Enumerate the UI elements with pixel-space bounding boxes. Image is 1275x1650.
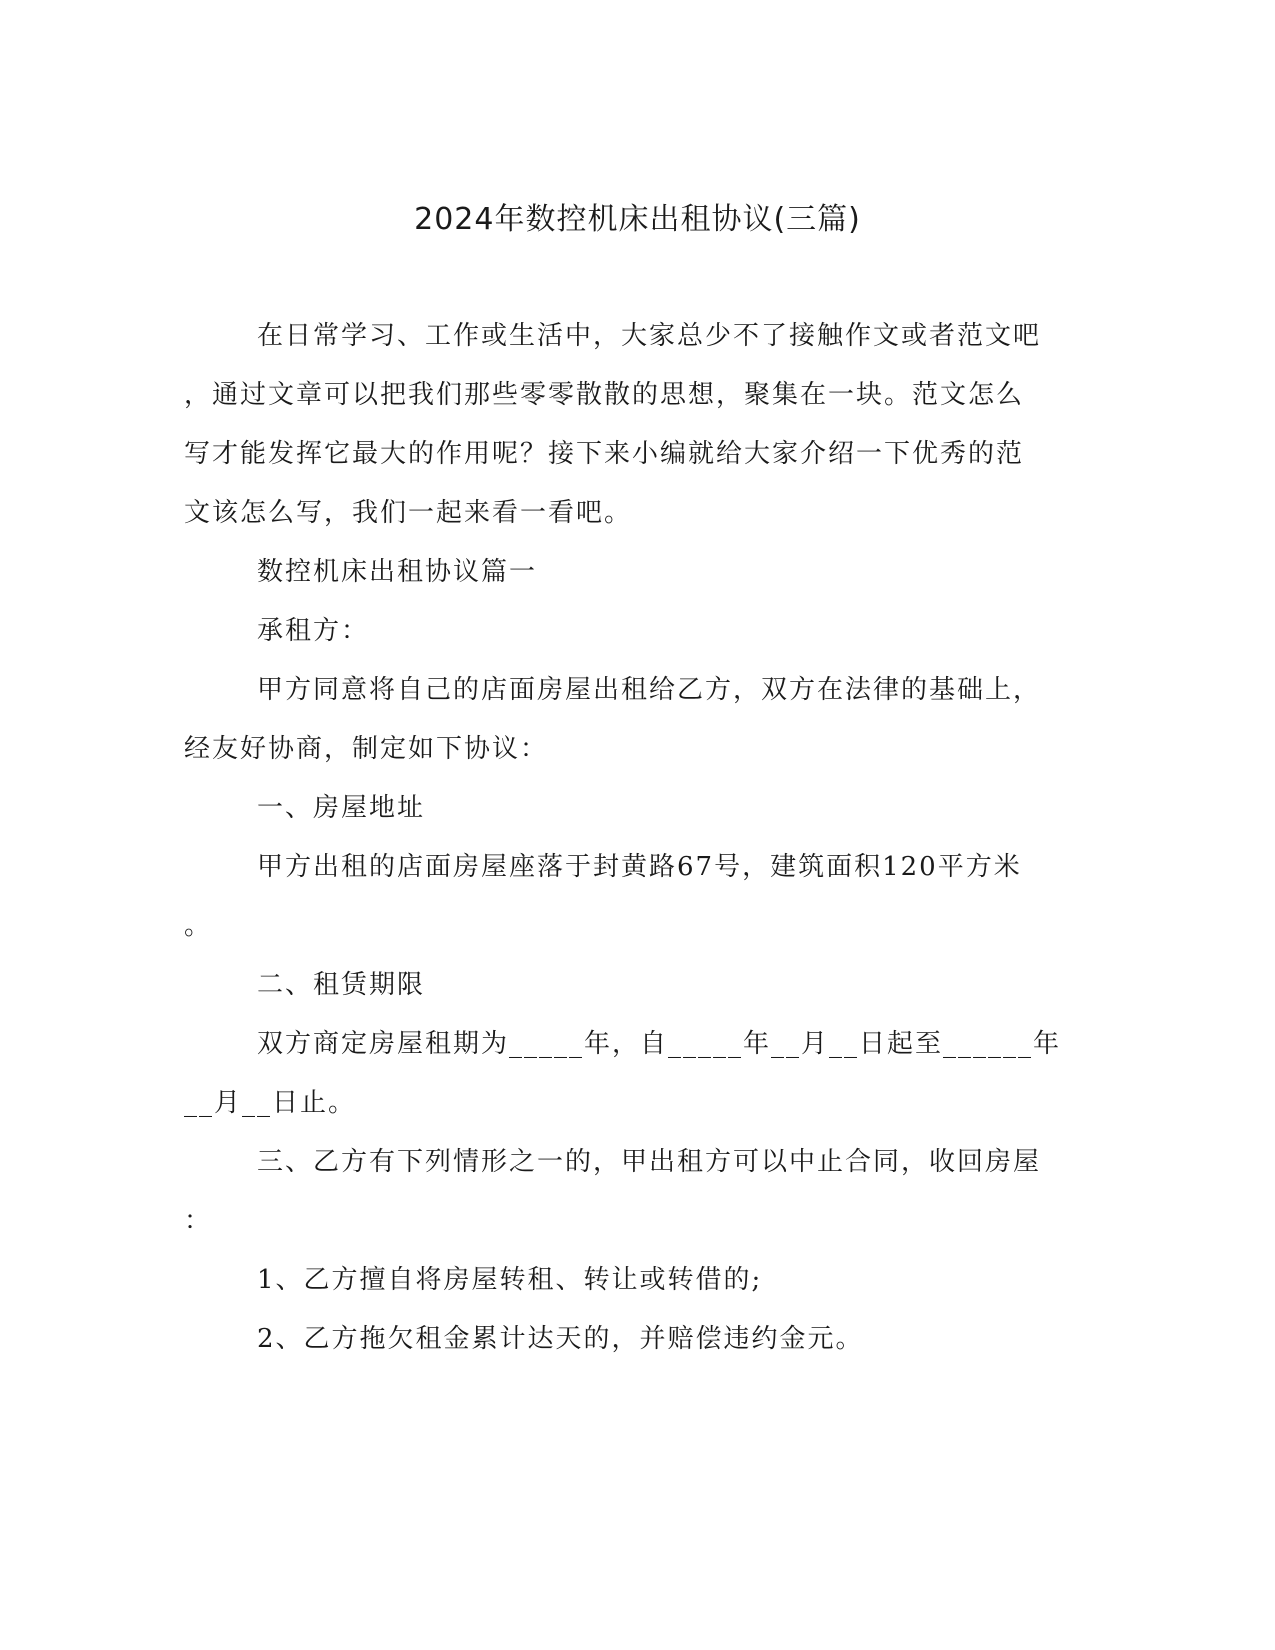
paragraph-line: 甲方同意将自己的店面房屋出租给乙方，双方在法律的基础上， <box>257 675 1042 705</box>
clause-heading: 二、租赁期限 <box>257 970 426 1000</box>
paragraph-line: 。 <box>184 911 213 941</box>
clause-heading: 一、房屋地址 <box>257 793 426 823</box>
paragraph-line: 承租方： <box>257 616 370 646</box>
paragraph-line: 文该怎么写，我们一起来看一看吧。 <box>184 498 633 528</box>
paragraph-line: 双方商定房屋租期为_____年，自_____年__月__日起至______年 <box>257 1029 1062 1059</box>
paragraph-line: 写才能发挥它最大的作用呢？接下来小编就给大家介绍一下优秀的范 <box>184 439 1025 469</box>
list-item: 1、乙方擅自将房屋转租、转让或转借的; <box>257 1265 763 1295</box>
paragraph-line: 三、乙方有下列情形之一的，甲出租方可以中止合同，收回房屋 <box>257 1147 1042 1177</box>
paragraph-line: ： <box>184 1206 213 1236</box>
list-item: 2、乙方拖欠租金累计达天的，并赔偿违约金元。 <box>257 1324 864 1354</box>
paragraph-line: 在日常学习、工作或生活中，大家总少不了接触作文或者范文吧 <box>257 321 1042 351</box>
document-title: 2024年数控机床出租协议(三篇) <box>414 202 861 237</box>
paragraph-line: 经友好协商，制定如下协议： <box>184 734 549 764</box>
paragraph-line: ，通过文章可以把我们那些零零散散的思想，聚集在一块。范文怎么 <box>184 380 1025 410</box>
paragraph-line: 甲方出租的店面房屋座落于封黄路67号，建筑面积120平方米 <box>257 852 1022 882</box>
section-heading: 数控机床出租协议篇一 <box>257 557 538 587</box>
paragraph-line: __月__日止。 <box>184 1088 357 1118</box>
